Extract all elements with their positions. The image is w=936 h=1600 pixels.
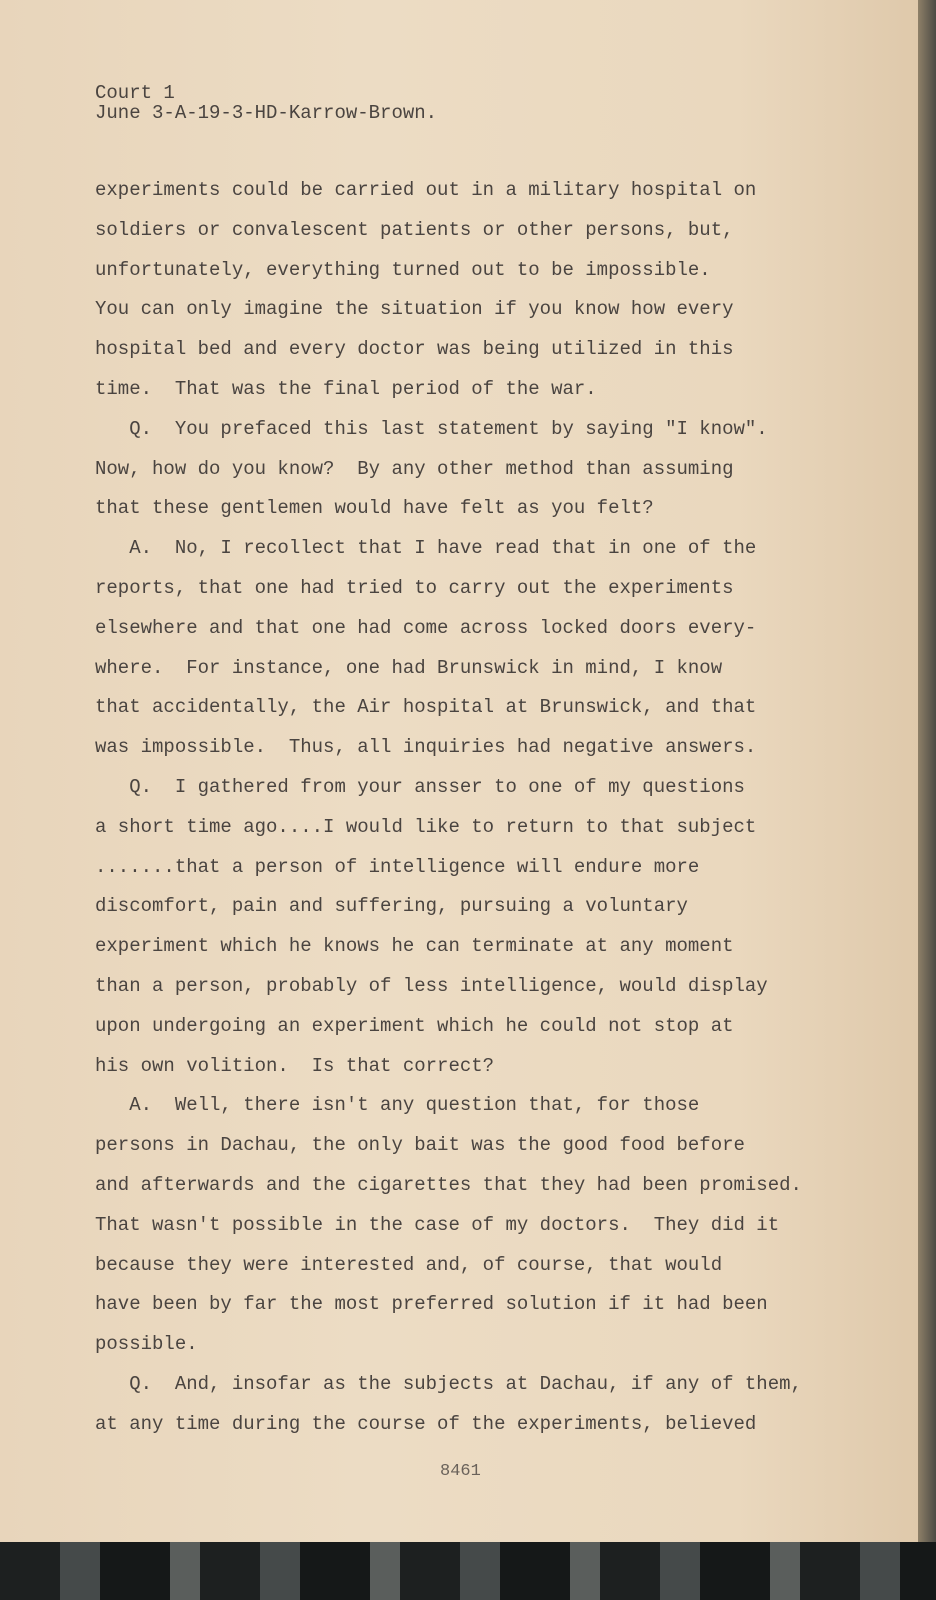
transcript-line: .......that a person of intelligence will endure more [95, 855, 700, 878]
transcript-line: That wasn't possible in the case of my doctors. They did it [95, 1213, 780, 1236]
header-session: June 3-A-19-3-HD-Karrow-Brown. [95, 102, 438, 124]
transcript-line: a short time ago....I would like to return to that subject [95, 815, 757, 838]
transcript-line: because they were interested and, of course, that would [95, 1253, 723, 1276]
transcript-line: You can only imagine the situation if you know how every [95, 298, 734, 321]
transcript-line: time. That was the final period of the war. [95, 378, 597, 400]
transcript-line: hospital bed and every doctor was being utilized in this [95, 338, 734, 361]
transcript-line: than a person, probably of less intelligence, would display [95, 975, 768, 997]
transcript-line: experiments could be carried out in a military hospital on [95, 179, 757, 201]
transcript-line: possible. [95, 1333, 198, 1356]
transcript-line: discomfort, pain and suffering, pursuing a voluntary [95, 895, 688, 918]
transcript-line: reports, that one had tried to carry out the experiments [95, 577, 734, 599]
transcript-line: Q. You prefaced this last statement by saying "I know". [95, 417, 768, 440]
transcript-line: experiment which he knows he can terminate at any moment [95, 935, 734, 958]
page-edge [918, 0, 936, 1542]
transcript-line: Q. And, insofar as the subjects at Dachau, if any of them, [95, 1373, 802, 1395]
transcript-line: A. No, I recollect that I have read that in one of the [95, 537, 757, 560]
transcript-line: upon undergoing an experiment which he could not stop at [95, 1014, 734, 1037]
film-strip [0, 1542, 936, 1600]
transcript-line: and afterwards and the cigarettes that they had been promised. [95, 1174, 802, 1196]
transcript-line: his own volition. Is that correct? [95, 1054, 495, 1077]
header-court: Court 1 [95, 82, 175, 104]
transcript-line: that accidentally, the Air hospital at Brunswick, and that [95, 696, 757, 719]
transcript-line: soldiers or convalescent patients or other persons, but, [95, 218, 734, 241]
transcript-line: elsewhere and that one had come across locked doors every- [95, 616, 757, 639]
transcript-line: was impossible. Thus, all inquiries had negative answers. [95, 736, 757, 759]
transcript-line: Q. I gathered from your ansser to one of my questions [95, 776, 745, 798]
transcript-line: that these gentlemen would have felt as you felt? [95, 497, 654, 520]
transcript-line: unfortunately, everything turned out to be impossible. [95, 258, 711, 281]
transcript-line: A. Well, there isn't any question that, for those [95, 1094, 700, 1117]
transcript-line: Now, how do you know? By any other method than assuming [95, 457, 734, 480]
transcript-line: where. For instance, one had Brunswick in mind, I know [95, 656, 723, 679]
page-number: 8461 [440, 1462, 481, 1481]
transcript-line: persons in Dachau, the only bait was the good food before [95, 1134, 745, 1157]
transcript-line: at any time during the course of the experiments, believed [95, 1412, 757, 1435]
transcript-line: have been by far the most preferred solution if it had been [95, 1293, 768, 1316]
